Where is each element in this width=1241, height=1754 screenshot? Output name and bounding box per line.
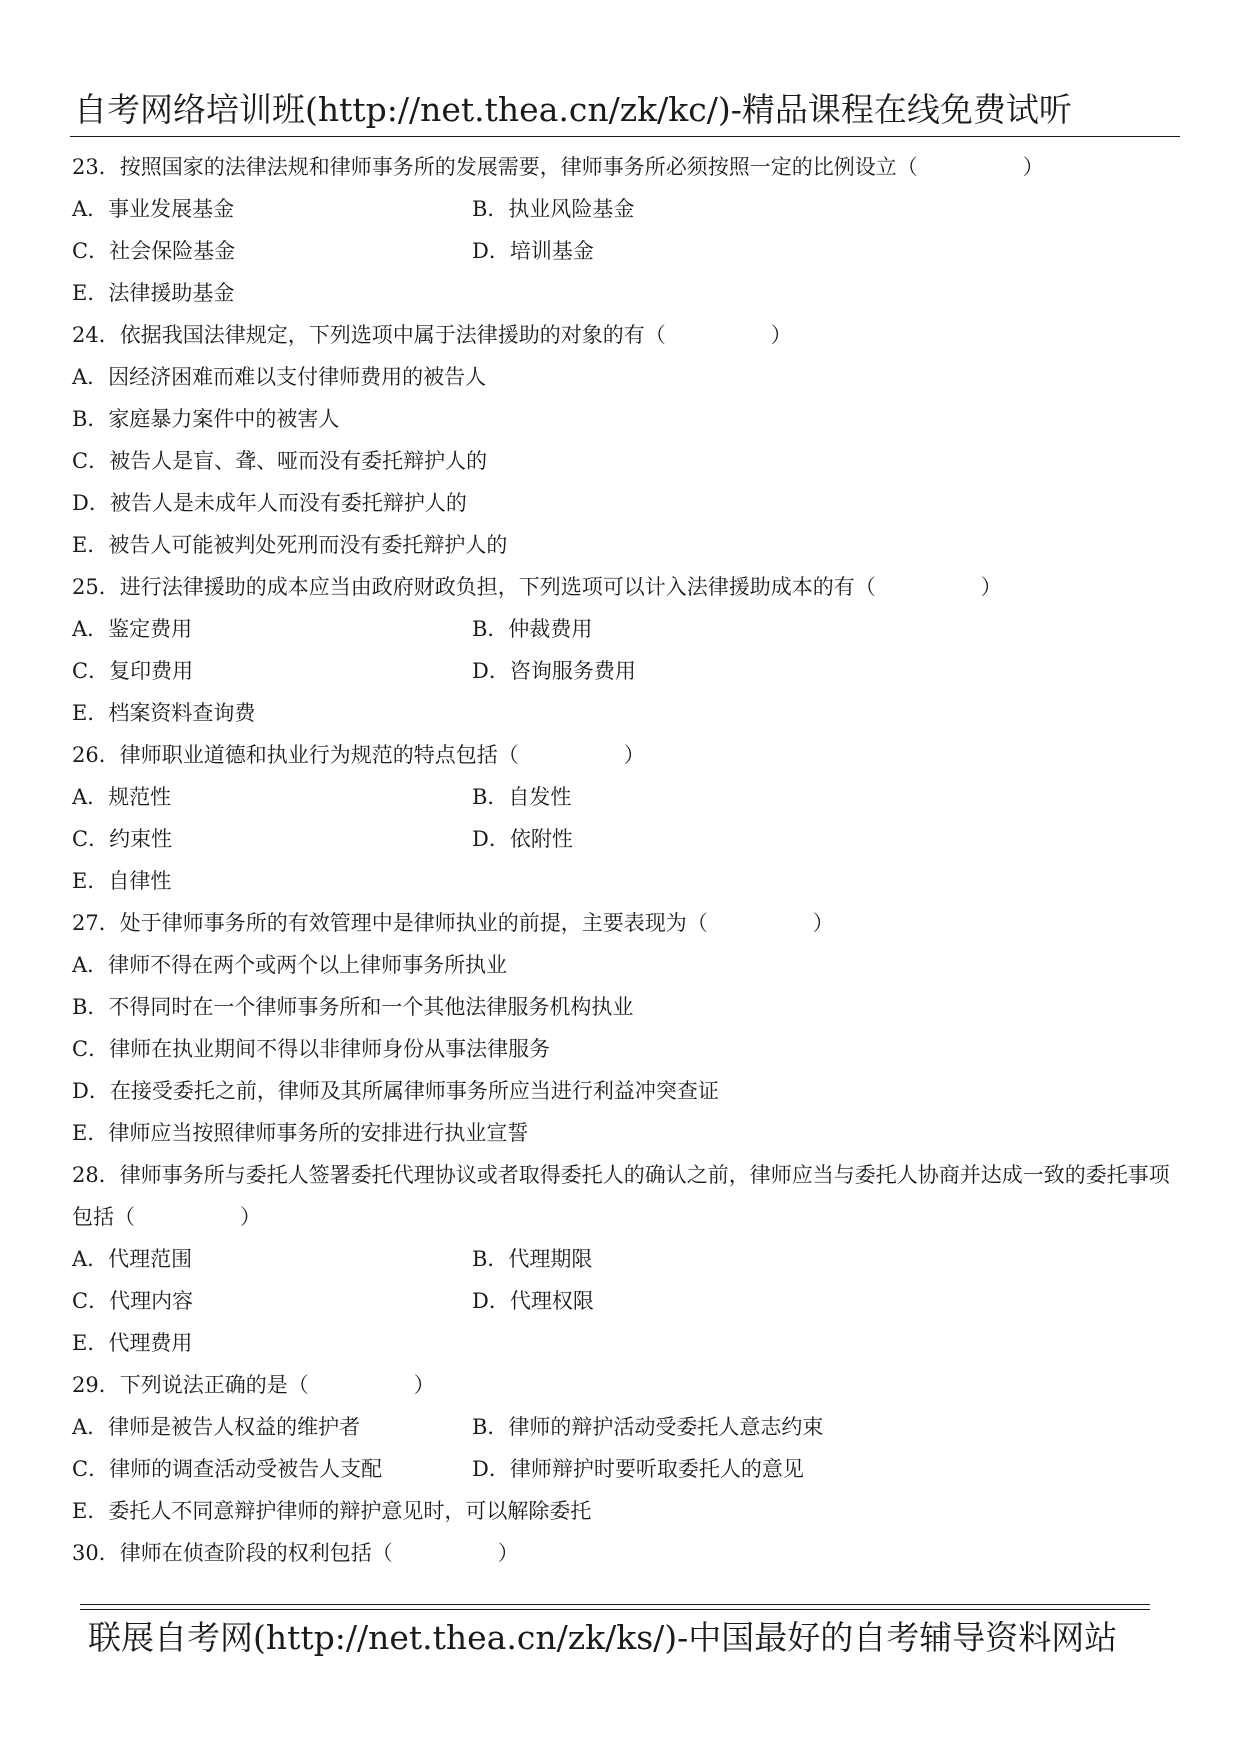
option-24-a: A．因经济困难而难以支付律师费用的被告人 [72, 365, 487, 389]
option-28-d: D．代理权限 [472, 1289, 594, 1313]
option-28-c: C．代理内容 [72, 1289, 194, 1313]
option-24-d: D．被告人是未成年人而没有委托辩护人的 [72, 491, 467, 515]
question-28-options-row-1 [72, 1238, 1182, 1280]
option-27-e: E．律师应当按照律师事务所的安排进行执业宣誓 [72, 1121, 529, 1145]
option-26-a: A．规范性 [72, 785, 172, 809]
option-29-e: E．委托人不同意辩护律师的辩护意见时，可以解除委托 [72, 1499, 592, 1523]
footer-divider [80, 1604, 1150, 1610]
option-29-d: D．律师辩护时要听取委托人的意见 [472, 1457, 804, 1481]
option-25-e: E．档案资料查询费 [72, 701, 256, 725]
option-25-c: C．复印费用 [72, 659, 194, 683]
option-26-d: D．依附性 [472, 827, 573, 851]
option-23-e: E．法律援助基金 [72, 281, 235, 305]
option-29-b: B．律师的辩护活动受委托人意志约束 [472, 1415, 824, 1439]
option-25-a: A．鉴定费用 [72, 617, 193, 641]
question-25-options-row-1 [72, 608, 1182, 650]
option-24-e: E．被告人可能被判处死刑而没有委托辩护人的 [72, 533, 508, 557]
option-26-e: E．自律性 [72, 869, 172, 893]
question-28-stem: 28．律师事务所与委托人签署委托代理协议或者取得委托人的确认之前，律师应当与委托人协商并达成一致的委托事项包括（ ） [72, 1163, 1170, 1229]
question-27-stem: 27．处于律师事务所的有效管理中是律师执业的前提，主要表现为（ ） [72, 911, 834, 935]
option-27-b: B．不得同时在一个律师事务所和一个其他法律服务机构执业 [72, 995, 634, 1019]
question-26-stem: 26．律师职业道德和执业行为规范的特点包括（ ） [72, 743, 645, 767]
question-30-stem: 30．律师在侦查阶段的权利包括（ ） [72, 1541, 519, 1565]
header-divider [70, 136, 1180, 137]
question-29-options-row-2 [72, 1448, 1182, 1490]
question-23-options-row-2 [72, 230, 1182, 272]
question-23-options-row-1 [72, 188, 1182, 230]
option-28-b: B．代理期限 [472, 1247, 593, 1271]
option-25-d: D．咨询服务费用 [472, 659, 636, 683]
option-24-c: C．被告人是盲、聋、哑而没有委托辩护人的 [72, 449, 488, 473]
option-27-a: A．律师不得在两个或两个以上律师事务所执业 [72, 953, 508, 977]
option-26-b: B．自发性 [472, 785, 572, 809]
question-29-stem: 29．下列说法正确的是（ ） [72, 1373, 435, 1397]
option-23-a: A．事业发展基金 [72, 197, 235, 221]
option-24-b: B．家庭暴力案件中的被害人 [72, 407, 340, 431]
option-29-a: A．律师是被告人权益的维护者 [72, 1415, 361, 1439]
question-25-stem: 25．进行法律援助的成本应当由政府财政负担，下列选项可以计入法律援助成本的有（ ） [72, 575, 1002, 599]
option-23-b: B．执业风险基金 [472, 197, 635, 221]
question-29-options-row-1 [72, 1406, 1182, 1448]
question-26-options-row-2 [72, 818, 1182, 860]
option-28-a: A．代理范围 [72, 1247, 193, 1271]
page-footer: 联展自考网(http://net.thea.cn/zk/ks/)-中国最好的自考辅导资料网站 [88, 1618, 1118, 1657]
option-26-c: C．约束性 [72, 827, 173, 851]
question-25-options-row-2 [72, 650, 1182, 692]
option-23-d: D．培训基金 [472, 239, 594, 263]
option-29-c: C．律师的调查活动受被告人支配 [72, 1457, 383, 1481]
option-27-d: D．在接受委托之前，律师及其所属律师事务所应当进行利益冲突查证 [72, 1079, 719, 1103]
question-list [72, 146, 1182, 1574]
page-header: 自考网络培训班(http://net.thea.cn/zk/kc/)-精品课程在线免费试听 [74, 90, 1072, 129]
option-25-b: B．仲裁费用 [472, 617, 593, 641]
question-24-stem: 24．依据我国法律规定，下列选项中属于法律援助的对象的有（ ） [72, 323, 792, 347]
option-27-c: C．律师在执业期间不得以非律师身份从事法律服务 [72, 1037, 551, 1061]
option-28-e: E．代理费用 [72, 1331, 193, 1355]
question-26-options-row-1 [72, 776, 1182, 818]
question-23-stem: 23．按照国家的法律法规和律师事务所的发展需要，律师事务所必须按照一定的比例设立（ ） [72, 155, 1044, 179]
option-23-c: C．社会保险基金 [72, 239, 236, 263]
question-28-options-row-2 [72, 1280, 1182, 1322]
